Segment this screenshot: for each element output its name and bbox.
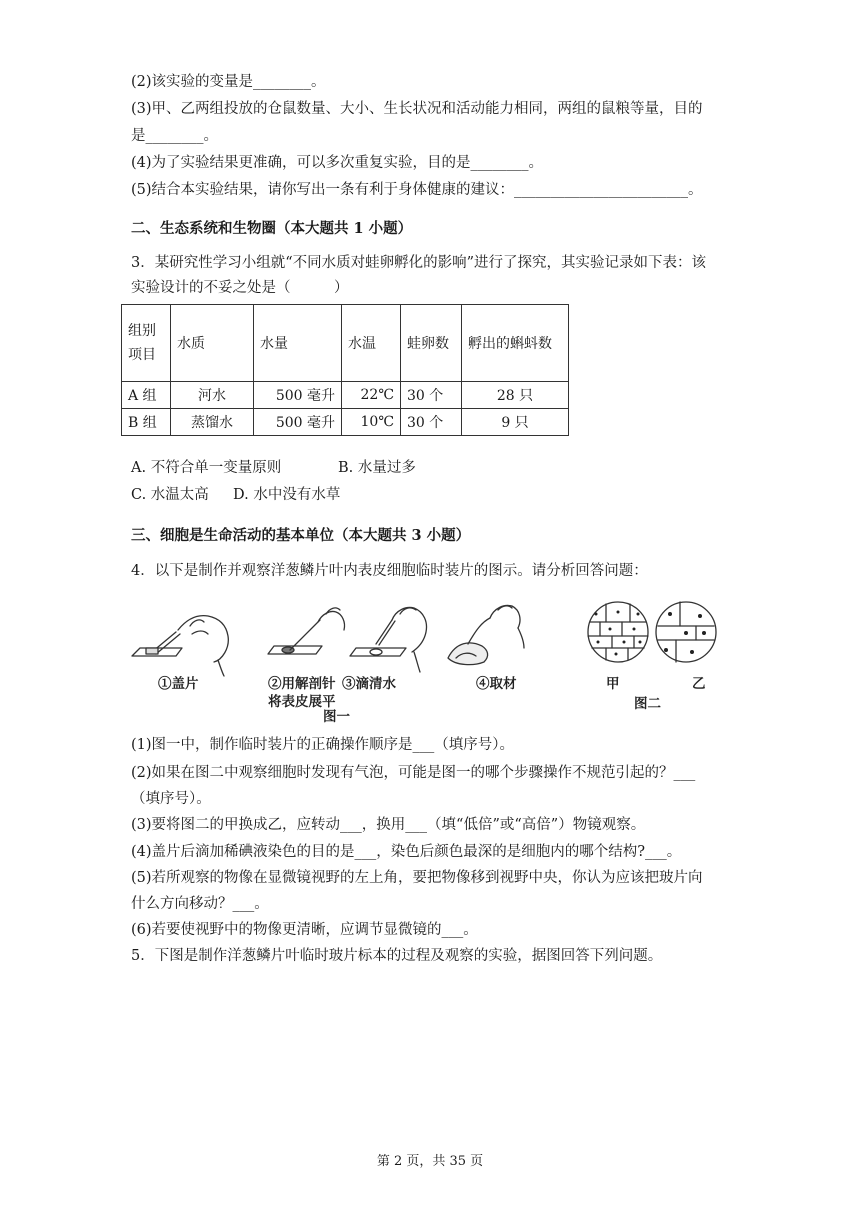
table-header-cell: 蛙卵数 bbox=[401, 305, 462, 382]
table-header-cell: 水温 bbox=[342, 305, 401, 382]
option-b: B. 水量过多 bbox=[338, 460, 416, 476]
q4-sub-5-line-1: (5)若所观察的物像在显微镜视野的左上角，要把物像移到视野中央，你认为应该把玻片向 bbox=[131, 870, 703, 886]
section-2-heading: 二、生态系统和生物圈（本大题共 1 小题） bbox=[131, 220, 413, 237]
q4-sub-3: (3)要将图二的甲换成乙，应转动___，换用___（填“低倍”或“高倍”）物镜观察。 bbox=[131, 817, 646, 833]
table-header-cell: 水量 bbox=[254, 305, 342, 382]
step-3-label: ③滴清水 bbox=[342, 676, 396, 691]
table-cell: 500 毫升 bbox=[254, 382, 342, 409]
table-cell: 30 个 bbox=[401, 409, 462, 436]
table-header-cell: 水质 bbox=[171, 305, 254, 382]
q4-sub-5-line-2: 什么方向移动？___。 bbox=[131, 896, 269, 912]
step-2-label-line2: 将表皮展平 bbox=[268, 694, 336, 709]
table-cell: B 组 bbox=[122, 409, 171, 436]
table-row bbox=[122, 382, 569, 409]
q3-line-1: (3)甲、乙两组投放的仓鼠数量、大小、生长状况和活动能力相同，两组的鼠粮等量，目的 bbox=[131, 101, 703, 117]
table-header-cell: 组别 项目 bbox=[122, 305, 171, 382]
figure-1-caption: 图一 bbox=[323, 709, 350, 724]
q4-sub-1: (1)图一中，制作临时装片的正确操作顺序是___（填序号）。 bbox=[131, 737, 515, 753]
q2-line: (2)该实验的变量是________。 bbox=[131, 74, 326, 90]
q5-line: (5)结合本实验结果，请你写出一条有利于身体健康的建议：________________________。 bbox=[131, 182, 703, 198]
table-cell: 28 只 bbox=[462, 382, 569, 409]
page-footer: 第 2 页，共 35 页 bbox=[376, 1154, 484, 1169]
table-cell: 蒸馏水 bbox=[171, 409, 254, 436]
table-row bbox=[122, 409, 569, 436]
cell-yi-label: 乙 bbox=[692, 676, 706, 691]
table-cell: 30 个 bbox=[401, 382, 462, 409]
q4-sub-2-line-1: (2)如果在图二中观察细胞时发现有气泡，可能是图一的哪个步骤操作不规范引起的？___ bbox=[131, 765, 696, 781]
step-1-label: ①盖片 bbox=[158, 676, 199, 691]
option-a: A. 不符合单一变量原则 bbox=[131, 460, 282, 476]
step-4-label: ④取材 bbox=[476, 676, 517, 691]
table-cell: 河水 bbox=[171, 382, 254, 409]
cell-jia-label: 甲 bbox=[606, 676, 620, 691]
table-cell: 10℃ bbox=[342, 409, 401, 436]
q4-sub-2-line-2: （填序号）。 bbox=[131, 791, 211, 807]
q3-line-2: 是________。 bbox=[131, 128, 218, 144]
figure-illustration bbox=[130, 600, 730, 725]
q4-line: (4)为了实验结果更准确，可以多次重复实验，目的是________。 bbox=[131, 155, 544, 171]
table-cell: 500 毫升 bbox=[254, 409, 342, 436]
table-cell: 22℃ bbox=[342, 382, 401, 409]
q4-sub-4: (4)盖片后滴加稀碘液染色的目的是___，染色后颜色最深的是细胞内的哪个结构?___。 bbox=[131, 844, 682, 860]
slide-preparation-figure bbox=[130, 600, 730, 725]
table-header-cell: 孵出的蝌蚪数 bbox=[462, 305, 569, 382]
hatching-table bbox=[121, 304, 569, 436]
question-4-intro: 4．以下是制作并观察洋葱鳞片叶内表皮细胞临时装片的图示。请分析回答问题： bbox=[131, 563, 648, 579]
option-c: C. 水温太高 bbox=[131, 487, 209, 503]
table-cell: A 组 bbox=[122, 382, 171, 409]
table-cell: 9 只 bbox=[462, 409, 569, 436]
question-3-line-2: 实验设计的不妥之处是（ ） bbox=[131, 280, 349, 296]
question-5-intro: 5．下图是制作洋葱鳞片叶临时玻片标本的过程及观察的实验，据图回答下列问题。 bbox=[131, 948, 663, 964]
q4-sub-6: (6)若要使视野中的物像更清晰，应调节显微镜的___。 bbox=[131, 922, 478, 938]
section-3-heading: 三、细胞是生命活动的基本单位（本大题共 3 小题） bbox=[131, 527, 471, 544]
step-2-label-line1: ②用解剖针 bbox=[268, 676, 336, 691]
question-3-line-1: 3．某研究性学习小组就“不同水质对蛙卵孵化的影响”进行了探究，其实验记录如下表：该 bbox=[131, 255, 707, 271]
table-header-row bbox=[122, 305, 569, 382]
option-d: D. 水中没有水草 bbox=[233, 487, 341, 503]
figure-2-caption: 图二 bbox=[634, 696, 661, 711]
